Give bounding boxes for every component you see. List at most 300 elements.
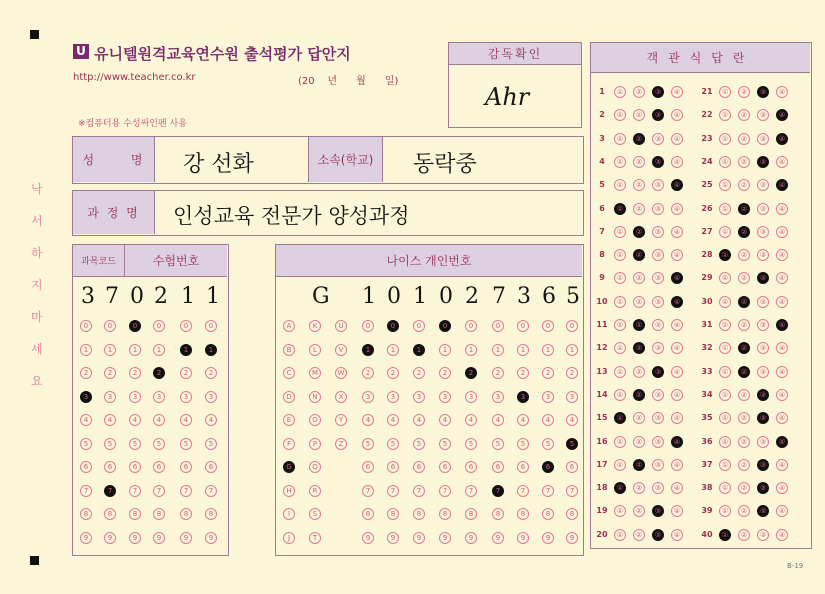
nice-digit-bubble[interactable]: 9 <box>492 532 504 544</box>
nice-digit-bubble[interactable]: 8 <box>542 508 554 520</box>
nice-digit-bubble[interactable]: 3 <box>492 391 504 403</box>
nice-digit-bubble[interactable]: 8 <box>566 508 578 520</box>
answer-bubble[interactable]: ④ <box>776 156 788 168</box>
answer-bubble[interactable]: ① <box>614 296 626 308</box>
answer-bubble[interactable]: ① <box>719 436 731 448</box>
nice-letter-bubble[interactable]: X <box>335 391 347 403</box>
answer-bubble[interactable]: ④ <box>776 436 788 448</box>
answer-bubble[interactable]: ③ <box>652 366 664 378</box>
nice-digit-bubble[interactable]: 1 <box>439 344 451 356</box>
exam-bubble[interactable]: 3 <box>180 391 192 403</box>
answer-bubble[interactable]: ③ <box>757 529 769 541</box>
answer-bubble[interactable]: ② <box>633 529 645 541</box>
nice-digit-bubble[interactable]: 6 <box>542 461 554 473</box>
answer-bubble[interactable]: ① <box>719 179 731 191</box>
exam-bubble[interactable]: 9 <box>205 532 217 544</box>
nice-digit-bubble[interactable]: 3 <box>439 391 451 403</box>
nice-digit-bubble[interactable]: 6 <box>517 461 529 473</box>
answer-bubble[interactable]: ③ <box>652 109 664 121</box>
nice-letter-bubble[interactable]: V <box>335 344 347 356</box>
nice-digit-bubble[interactable]: 6 <box>362 461 374 473</box>
exam-bubble[interactable]: 7 <box>129 485 141 497</box>
answer-bubble[interactable]: ① <box>719 389 731 401</box>
exam-bubble[interactable]: 4 <box>104 414 116 426</box>
answer-bubble[interactable]: ② <box>738 436 750 448</box>
nice-digit-bubble[interactable]: 7 <box>439 485 451 497</box>
exam-bubble[interactable]: 8 <box>80 508 92 520</box>
answer-bubble[interactable]: ③ <box>757 296 769 308</box>
nice-digit-bubble[interactable]: 3 <box>566 391 578 403</box>
nice-digit-bubble[interactable]: 5 <box>439 438 451 450</box>
answer-bubble[interactable]: ① <box>614 109 626 121</box>
answer-bubble[interactable]: ② <box>633 366 645 378</box>
nice-digit-bubble[interactable]: 0 <box>413 320 425 332</box>
exam-bubble[interactable]: 4 <box>153 414 165 426</box>
answer-bubble[interactable]: ① <box>614 179 626 191</box>
answer-bubble[interactable]: ③ <box>757 226 769 238</box>
exam-bubble[interactable]: 7 <box>104 485 116 497</box>
nice-digit-bubble[interactable]: 8 <box>517 508 529 520</box>
answer-bubble[interactable]: ① <box>719 319 731 331</box>
exam-bubble[interactable]: 8 <box>205 508 217 520</box>
answer-bubble[interactable]: ③ <box>757 482 769 494</box>
answer-bubble[interactable]: ① <box>614 482 626 494</box>
answer-bubble[interactable]: ③ <box>652 133 664 145</box>
answer-bubble[interactable]: ④ <box>776 342 788 354</box>
answer-bubble[interactable]: ① <box>614 366 626 378</box>
nice-letter-bubble[interactable]: D <box>283 391 295 403</box>
nice-letter-bubble[interactable]: R <box>309 485 321 497</box>
answer-bubble[interactable]: ④ <box>776 272 788 284</box>
nice-letter-bubble[interactable]: B <box>283 344 295 356</box>
answer-bubble[interactable]: ④ <box>671 296 683 308</box>
answer-bubble[interactable]: ④ <box>671 156 683 168</box>
answer-bubble[interactable]: ② <box>738 366 750 378</box>
answer-bubble[interactable]: ③ <box>652 436 664 448</box>
nice-digit-bubble[interactable]: 3 <box>517 391 529 403</box>
exam-bubble[interactable]: 3 <box>104 391 116 403</box>
exam-bubble[interactable]: 3 <box>129 391 141 403</box>
answer-bubble[interactable]: ④ <box>671 272 683 284</box>
nice-digit-bubble[interactable]: 6 <box>413 461 425 473</box>
exam-bubble[interactable]: 2 <box>180 367 192 379</box>
nice-digit-bubble[interactable]: 9 <box>439 532 451 544</box>
exam-bubble[interactable]: 9 <box>180 532 192 544</box>
answer-bubble[interactable]: ④ <box>671 179 683 191</box>
answer-bubble[interactable]: ③ <box>757 179 769 191</box>
nice-digit-bubble[interactable]: 5 <box>566 438 578 450</box>
exam-bubble[interactable]: 4 <box>180 414 192 426</box>
answer-bubble[interactable]: ① <box>614 389 626 401</box>
answer-bubble[interactable]: ① <box>719 156 731 168</box>
answer-bubble[interactable]: ① <box>719 86 731 98</box>
answer-bubble[interactable]: ③ <box>652 226 664 238</box>
nice-digit-bubble[interactable]: 2 <box>517 367 529 379</box>
answer-bubble[interactable]: ④ <box>671 203 683 215</box>
answer-bubble[interactable]: ② <box>738 482 750 494</box>
exam-bubble[interactable]: 8 <box>180 508 192 520</box>
nice-letter-bubble[interactable]: G <box>283 461 295 473</box>
answer-bubble[interactable]: ① <box>614 249 626 261</box>
answer-bubble[interactable]: ② <box>633 389 645 401</box>
answer-bubble[interactable]: ② <box>738 156 750 168</box>
nice-digit-bubble[interactable]: 2 <box>362 367 374 379</box>
nice-digit-bubble[interactable]: 0 <box>542 320 554 332</box>
answer-bubble[interactable]: ④ <box>776 389 788 401</box>
answer-bubble[interactable]: ③ <box>652 179 664 191</box>
answer-bubble[interactable]: ① <box>719 342 731 354</box>
nice-digit-bubble[interactable]: 3 <box>413 391 425 403</box>
exam-bubble[interactable]: 3 <box>205 391 217 403</box>
answer-bubble[interactable]: ④ <box>671 342 683 354</box>
nice-digit-bubble[interactable]: 4 <box>542 414 554 426</box>
answer-bubble[interactable]: ① <box>614 203 626 215</box>
nice-digit-bubble[interactable]: 1 <box>542 344 554 356</box>
answer-bubble[interactable]: ① <box>614 529 626 541</box>
answer-bubble[interactable]: ④ <box>671 436 683 448</box>
answer-bubble[interactable]: ② <box>738 203 750 215</box>
exam-bubble[interactable]: 7 <box>80 485 92 497</box>
nice-letter-bubble[interactable]: J <box>283 532 295 544</box>
answer-bubble[interactable]: ④ <box>776 319 788 331</box>
nice-digit-bubble[interactable]: 3 <box>465 391 477 403</box>
answer-bubble[interactable]: ① <box>719 412 731 424</box>
exam-bubble[interactable]: 6 <box>80 461 92 473</box>
exam-bubble[interactable]: 1 <box>180 344 192 356</box>
nice-letter-bubble[interactable]: U <box>335 320 347 332</box>
nice-digit-bubble[interactable]: 1 <box>566 344 578 356</box>
answer-bubble[interactable]: ② <box>738 529 750 541</box>
nice-letter-bubble[interactable]: O <box>309 414 321 426</box>
nice-digit-bubble[interactable]: 4 <box>465 414 477 426</box>
answer-bubble[interactable]: ③ <box>757 133 769 145</box>
exam-bubble[interactable]: 6 <box>129 461 141 473</box>
nice-digit-bubble[interactable]: 1 <box>413 344 425 356</box>
nice-digit-bubble[interactable]: 7 <box>465 485 477 497</box>
answer-bubble[interactable]: ③ <box>757 459 769 471</box>
answer-bubble[interactable]: ③ <box>652 459 664 471</box>
nice-digit-bubble[interactable]: 8 <box>387 508 399 520</box>
exam-bubble[interactable]: 0 <box>153 320 165 332</box>
nice-digit-bubble[interactable]: 1 <box>465 344 477 356</box>
nice-digit-bubble[interactable]: 5 <box>517 438 529 450</box>
nice-digit-bubble[interactable]: 0 <box>492 320 504 332</box>
nice-letter-bubble[interactable]: F <box>283 438 295 450</box>
exam-bubble[interactable]: 2 <box>205 367 217 379</box>
nice-digit-bubble[interactable]: 4 <box>362 414 374 426</box>
exam-bubble[interactable]: 9 <box>153 532 165 544</box>
exam-bubble[interactable]: 2 <box>80 367 92 379</box>
nice-digit-bubble[interactable]: 9 <box>362 532 374 544</box>
answer-bubble[interactable]: ④ <box>671 133 683 145</box>
nice-letter-bubble[interactable]: N <box>309 391 321 403</box>
answer-bubble[interactable]: ② <box>738 133 750 145</box>
exam-bubble[interactable]: 1 <box>129 344 141 356</box>
answer-bubble[interactable]: ② <box>633 482 645 494</box>
answer-bubble[interactable]: ③ <box>757 272 769 284</box>
exam-bubble[interactable]: 0 <box>129 320 141 332</box>
exam-bubble[interactable]: 7 <box>205 485 217 497</box>
nice-digit-bubble[interactable]: 6 <box>387 461 399 473</box>
nice-digit-bubble[interactable]: 0 <box>517 320 529 332</box>
nice-digit-bubble[interactable]: 4 <box>517 414 529 426</box>
answer-bubble[interactable]: ④ <box>776 226 788 238</box>
answer-bubble[interactable]: ② <box>738 296 750 308</box>
nice-letter-bubble[interactable]: K <box>309 320 321 332</box>
nice-digit-bubble[interactable]: 9 <box>566 532 578 544</box>
answer-bubble[interactable]: ③ <box>757 203 769 215</box>
answer-bubble[interactable]: ① <box>614 86 626 98</box>
answer-bubble[interactable]: ① <box>614 412 626 424</box>
answer-bubble[interactable]: ② <box>738 109 750 121</box>
answer-bubble[interactable]: ③ <box>652 203 664 215</box>
nice-digit-bubble[interactable]: 8 <box>439 508 451 520</box>
answer-bubble[interactable]: ② <box>633 179 645 191</box>
nice-digit-bubble[interactable]: 4 <box>387 414 399 426</box>
answer-bubble[interactable]: ④ <box>776 529 788 541</box>
nice-letter-bubble[interactable]: T <box>309 532 321 544</box>
exam-bubble[interactable]: 6 <box>153 461 165 473</box>
exam-bubble[interactable]: 9 <box>80 532 92 544</box>
nice-digit-bubble[interactable]: 7 <box>492 485 504 497</box>
exam-bubble[interactable]: 7 <box>153 485 165 497</box>
nice-digit-bubble[interactable]: 9 <box>542 532 554 544</box>
nice-letter-bubble[interactable]: S <box>309 508 321 520</box>
answer-bubble[interactable]: ① <box>719 505 731 517</box>
exam-bubble[interactable]: 2 <box>153 367 165 379</box>
exam-bubble[interactable]: 8 <box>104 508 116 520</box>
nice-digit-bubble[interactable]: 1 <box>387 344 399 356</box>
answer-bubble[interactable]: ② <box>633 249 645 261</box>
answer-bubble[interactable]: ② <box>633 342 645 354</box>
answer-bubble[interactable]: ② <box>738 86 750 98</box>
answer-bubble[interactable]: ② <box>633 296 645 308</box>
answer-bubble[interactable]: ① <box>614 459 626 471</box>
answer-bubble[interactable]: ② <box>633 319 645 331</box>
nice-digit-bubble[interactable]: 0 <box>465 320 477 332</box>
nice-digit-bubble[interactable]: 3 <box>387 391 399 403</box>
nice-digit-bubble[interactable]: 2 <box>439 367 451 379</box>
answer-bubble[interactable]: ① <box>719 529 731 541</box>
answer-bubble[interactable]: ① <box>614 505 626 517</box>
answer-bubble[interactable]: ① <box>719 272 731 284</box>
nice-digit-bubble[interactable]: 2 <box>387 367 399 379</box>
answer-bubble[interactable]: ① <box>614 133 626 145</box>
answer-bubble[interactable]: ① <box>614 226 626 238</box>
answer-bubble[interactable]: ② <box>738 272 750 284</box>
nice-digit-bubble[interactable]: 7 <box>566 485 578 497</box>
nice-digit-bubble[interactable]: 8 <box>492 508 504 520</box>
exam-bubble[interactable]: 1 <box>104 344 116 356</box>
nice-digit-bubble[interactable]: 5 <box>387 438 399 450</box>
exam-bubble[interactable]: 5 <box>205 438 217 450</box>
answer-bubble[interactable]: ④ <box>671 366 683 378</box>
answer-bubble[interactable]: ① <box>719 203 731 215</box>
answer-bubble[interactable]: ② <box>633 459 645 471</box>
nice-letter-bubble[interactable]: L <box>309 344 321 356</box>
exam-bubble[interactable]: 8 <box>129 508 141 520</box>
exam-bubble[interactable]: 5 <box>129 438 141 450</box>
nice-digit-bubble[interactable]: 7 <box>542 485 554 497</box>
answer-bubble[interactable]: ③ <box>757 505 769 517</box>
nice-digit-bubble[interactable]: 0 <box>566 320 578 332</box>
answer-bubble[interactable]: ④ <box>776 366 788 378</box>
exam-bubble[interactable]: 6 <box>205 461 217 473</box>
answer-bubble[interactable]: ① <box>719 366 731 378</box>
nice-letter-bubble[interactable]: A <box>283 320 295 332</box>
answer-bubble[interactable]: ① <box>719 249 731 261</box>
nice-digit-bubble[interactable]: 7 <box>413 485 425 497</box>
answer-bubble[interactable]: ③ <box>757 412 769 424</box>
answer-bubble[interactable]: ① <box>614 156 626 168</box>
nice-digit-bubble[interactable]: 0 <box>387 320 399 332</box>
nice-digit-bubble[interactable]: 6 <box>439 461 451 473</box>
answer-bubble[interactable]: ② <box>633 412 645 424</box>
answer-bubble[interactable]: ② <box>738 389 750 401</box>
nice-digit-bubble[interactable]: 3 <box>362 391 374 403</box>
nice-digit-bubble[interactable]: 5 <box>492 438 504 450</box>
answer-bubble[interactable]: ② <box>738 459 750 471</box>
nice-digit-bubble[interactable]: 4 <box>439 414 451 426</box>
answer-bubble[interactable]: ③ <box>757 342 769 354</box>
answer-bubble[interactable]: ④ <box>671 319 683 331</box>
answer-bubble[interactable]: ② <box>633 436 645 448</box>
nice-letter-bubble[interactable]: Z <box>335 438 347 450</box>
answer-bubble[interactable]: ④ <box>671 459 683 471</box>
answer-bubble[interactable]: ② <box>738 412 750 424</box>
exam-bubble[interactable]: 5 <box>104 438 116 450</box>
answer-bubble[interactable]: ② <box>633 133 645 145</box>
exam-bubble[interactable]: 4 <box>129 414 141 426</box>
exam-bubble[interactable]: 9 <box>129 532 141 544</box>
nice-digit-bubble[interactable]: 8 <box>413 508 425 520</box>
answer-bubble[interactable]: ④ <box>776 459 788 471</box>
answer-bubble[interactable]: ③ <box>652 342 664 354</box>
nice-letter-bubble[interactable]: M <box>309 367 321 379</box>
nice-digit-bubble[interactable]: 1 <box>362 344 374 356</box>
exam-bubble[interactable]: 5 <box>80 438 92 450</box>
exam-bubble[interactable]: 3 <box>80 391 92 403</box>
answer-bubble[interactable]: ④ <box>671 226 683 238</box>
answer-bubble[interactable]: ④ <box>776 505 788 517</box>
answer-bubble[interactable]: ③ <box>652 412 664 424</box>
answer-bubble[interactable]: ③ <box>652 319 664 331</box>
nice-digit-bubble[interactable]: 5 <box>465 438 477 450</box>
answer-bubble[interactable]: ③ <box>757 109 769 121</box>
answer-bubble[interactable]: ① <box>719 459 731 471</box>
nice-digit-bubble[interactable]: 7 <box>387 485 399 497</box>
nice-letter-bubble[interactable]: E <box>283 414 295 426</box>
answer-bubble[interactable]: ② <box>633 109 645 121</box>
nice-letter-bubble[interactable]: I <box>283 508 295 520</box>
nice-digit-bubble[interactable]: 4 <box>566 414 578 426</box>
answer-bubble[interactable]: ③ <box>757 86 769 98</box>
answer-bubble[interactable]: ② <box>738 505 750 517</box>
nice-letter-bubble[interactable]: Y <box>335 414 347 426</box>
answer-bubble[interactable]: ④ <box>776 179 788 191</box>
nice-digit-bubble[interactable]: 3 <box>542 391 554 403</box>
answer-bubble[interactable]: ① <box>719 226 731 238</box>
nice-digit-bubble[interactable]: 0 <box>439 320 451 332</box>
answer-bubble[interactable]: ③ <box>757 389 769 401</box>
answer-bubble[interactable]: ② <box>738 249 750 261</box>
answer-bubble[interactable]: ③ <box>652 389 664 401</box>
answer-bubble[interactable]: ① <box>614 436 626 448</box>
nice-digit-bubble[interactable]: 6 <box>465 461 477 473</box>
answer-bubble[interactable]: ③ <box>757 156 769 168</box>
answer-bubble[interactable]: ① <box>719 109 731 121</box>
nice-digit-bubble[interactable]: 4 <box>492 414 504 426</box>
answer-bubble[interactable]: ④ <box>671 389 683 401</box>
answer-bubble[interactable]: ② <box>633 203 645 215</box>
answer-bubble[interactable]: ③ <box>652 529 664 541</box>
answer-bubble[interactable]: ④ <box>776 412 788 424</box>
answer-bubble[interactable]: ② <box>738 179 750 191</box>
nice-digit-bubble[interactable]: 1 <box>492 344 504 356</box>
answer-bubble[interactable]: ② <box>633 505 645 517</box>
answer-bubble[interactable]: ① <box>614 342 626 354</box>
nice-digit-bubble[interactable]: 8 <box>465 508 477 520</box>
answer-bubble[interactable]: ④ <box>776 109 788 121</box>
answer-bubble[interactable]: ④ <box>776 296 788 308</box>
nice-letter-bubble[interactable]: C <box>283 367 295 379</box>
nice-letter-bubble[interactable]: H <box>283 485 295 497</box>
answer-bubble[interactable]: ③ <box>757 366 769 378</box>
answer-bubble[interactable]: ③ <box>652 482 664 494</box>
nice-digit-bubble[interactable]: 0 <box>362 320 374 332</box>
exam-bubble[interactable]: 2 <box>104 367 116 379</box>
nice-letter-bubble[interactable]: P <box>309 438 321 450</box>
nice-letter-bubble[interactable]: W <box>335 367 347 379</box>
answer-bubble[interactable]: ③ <box>652 272 664 284</box>
nice-digit-bubble[interactable]: 9 <box>413 532 425 544</box>
answer-bubble[interactable]: ④ <box>671 249 683 261</box>
exam-bubble[interactable]: 4 <box>205 414 217 426</box>
answer-bubble[interactable]: ② <box>738 226 750 238</box>
exam-bubble[interactable]: 2 <box>129 367 141 379</box>
nice-digit-bubble[interactable]: 8 <box>362 508 374 520</box>
answer-bubble[interactable]: ① <box>719 296 731 308</box>
nice-digit-bubble[interactable]: 6 <box>492 461 504 473</box>
exam-bubble[interactable]: 0 <box>80 320 92 332</box>
answer-bubble[interactable]: ④ <box>776 482 788 494</box>
answer-bubble[interactable]: ② <box>738 319 750 331</box>
exam-bubble[interactable]: 7 <box>180 485 192 497</box>
nice-digit-bubble[interactable]: 7 <box>362 485 374 497</box>
nice-digit-bubble[interactable]: 5 <box>542 438 554 450</box>
nice-digit-bubble[interactable]: 2 <box>413 367 425 379</box>
exam-bubble[interactable]: 6 <box>104 461 116 473</box>
exam-bubble[interactable]: 0 <box>104 320 116 332</box>
exam-bubble[interactable]: 4 <box>80 414 92 426</box>
answer-bubble[interactable]: ② <box>633 156 645 168</box>
exam-bubble[interactable]: 8 <box>153 508 165 520</box>
answer-bubble[interactable]: ③ <box>652 249 664 261</box>
answer-bubble[interactable]: ③ <box>757 436 769 448</box>
answer-bubble[interactable]: ③ <box>652 505 664 517</box>
exam-bubble[interactable]: 1 <box>153 344 165 356</box>
nice-digit-bubble[interactable]: 2 <box>542 367 554 379</box>
exam-bubble[interactable]: 6 <box>180 461 192 473</box>
nice-digit-bubble[interactable]: 2 <box>465 367 477 379</box>
exam-bubble[interactable]: 0 <box>180 320 192 332</box>
exam-bubble[interactable]: 1 <box>80 344 92 356</box>
answer-bubble[interactable]: ④ <box>671 482 683 494</box>
nice-digit-bubble[interactable]: 9 <box>465 532 477 544</box>
answer-bubble[interactable]: ④ <box>776 86 788 98</box>
answer-bubble[interactable]: ④ <box>671 86 683 98</box>
answer-bubble[interactable]: ③ <box>652 86 664 98</box>
